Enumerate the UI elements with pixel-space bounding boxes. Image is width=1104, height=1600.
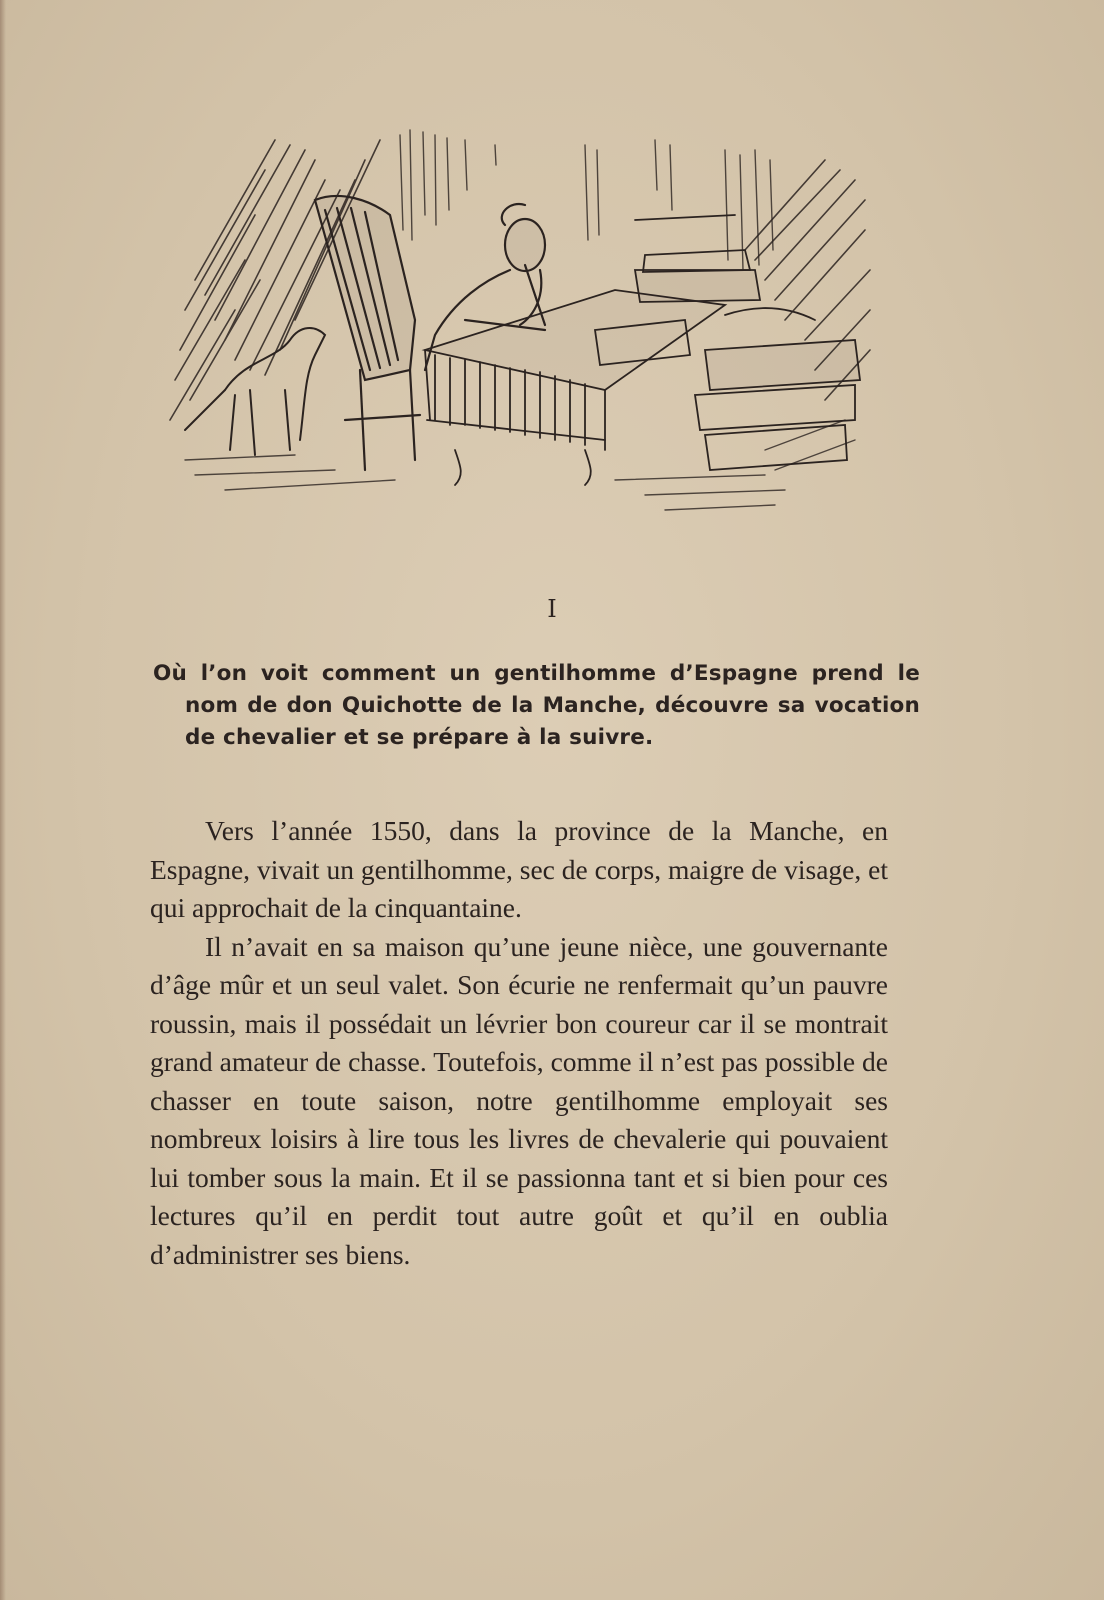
- paragraph: Il n’avait en sa maison qu’une jeune nièce, une gouvernante d’âge mûr et un seul valet. Son écurie ne renfermait qu’un pauvre roussin, mais il possédait un lévrier bon coureur car il se montrait grand amateur de chasse. Toutefois, comme il n’est pas possible de chasser en toute saison, notre gentilhomme employait ses nombreux loisirs à lire tous les livres de chevalerie qui pouvaient lui tomber sous la main. Et il se passionna tant et si bien pour ces lectures qu’il en perdit tout autre goût et qu’il en oublia d’administrer ses biens.: [150, 930, 888, 1270]
- paragraph: Vers l’année 1550, dans la province de la Manche, en Espagne, vivait un gentilhomme, sec de corps, maigre de visage, et qui approchait de la cinquantaine.: [150, 815, 888, 923]
- engraving-reader-at-desk-icon: [165, 120, 875, 530]
- chapter-title: Où l’on voit comment un gentilhomme d’Espagne prend le nom de don Quichotte de la Manche, découvre sa vocation de chevalier et se prépare à la suivre.: [153, 661, 920, 750]
- chapter-body: [150, 812, 888, 1274]
- chapter-number: I: [547, 595, 557, 623]
